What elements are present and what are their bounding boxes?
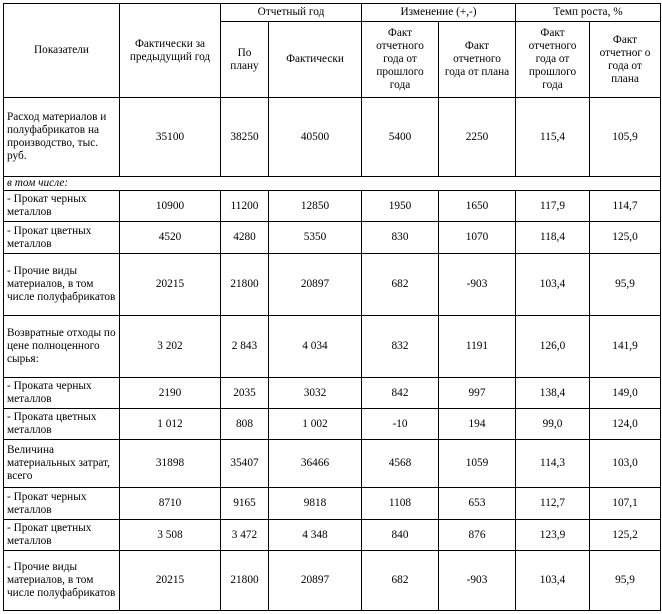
table-row (4, 488, 661, 520)
cell-growth-vs-prev: 115,4 (516, 98, 590, 177)
table-row (4, 191, 661, 222)
cell-growth-vs-plan: 125,0 (590, 222, 661, 254)
table-row (4, 254, 661, 316)
cell-growth-vs-prev: 99,0 (516, 409, 590, 440)
table-subheader-row (4, 177, 661, 191)
cell-growth-vs-prev: 103,4 (516, 254, 590, 316)
cell-plan: 2 843 (221, 316, 269, 378)
cell-plan: 21800 (221, 551, 269, 611)
cell-change-vs-plan: 1070 (439, 222, 516, 254)
header-growth-rate: Темп роста, % (516, 4, 661, 22)
cell-growth-vs-plan: 95,9 (590, 254, 661, 316)
cell-prev-year: 3 202 (120, 316, 221, 378)
header-actual: Фактически (269, 22, 362, 98)
material-costs-table (3, 3, 661, 611)
cell-change-vs-prev: 830 (362, 222, 439, 254)
cell-growth-vs-prev: 138,4 (516, 378, 590, 409)
cell-change-vs-prev: 4568 (362, 440, 439, 488)
cell-prev-year: 20215 (120, 254, 221, 316)
cell-plan: 2035 (221, 378, 269, 409)
cell-growth-vs-plan: 124,0 (590, 409, 661, 440)
cell-actual: 40500 (269, 98, 362, 177)
cell-actual: 20897 (269, 254, 362, 316)
cell-prev-year: 8710 (120, 488, 221, 520)
cell-plan: 808 (221, 409, 269, 440)
cell-actual: 5350 (269, 222, 362, 254)
cell-change-vs-prev: 832 (362, 316, 439, 378)
cell-change-vs-plan: 876 (439, 520, 516, 551)
cell-change-vs-plan: 1650 (439, 191, 516, 222)
row-label: Возвратные отходы по цене полноценного сырья: (4, 316, 120, 378)
table-row (4, 409, 661, 440)
cell-growth-vs-prev: 112,7 (516, 488, 590, 520)
row-label: - Прокат цветных металлов (4, 520, 120, 551)
header-change-vs-plan: Факт отчетного года от плана (439, 22, 516, 98)
cell-growth-vs-plan: 125,2 (590, 520, 661, 551)
cell-change-vs-prev: 1950 (362, 191, 439, 222)
cell-change-vs-prev: 682 (362, 551, 439, 611)
cell-change-vs-plan: 653 (439, 488, 516, 520)
cell-prev-year: 2190 (120, 378, 221, 409)
row-label: - Прокат черных металлов (4, 191, 120, 222)
row-label: - Прочие виды материалов, в том числе полуфабрикатов (4, 551, 120, 611)
cell-plan: 35407 (221, 440, 269, 488)
cell-growth-vs-prev: 123,9 (516, 520, 590, 551)
header-change: Изменение (+,-) (362, 4, 516, 22)
table-row (4, 440, 661, 488)
cell-actual: 4 348 (269, 520, 362, 551)
table-row (4, 316, 661, 378)
row-label: - Прочие виды материалов, в том числе полуфабрикатов (4, 254, 120, 316)
cell-change-vs-prev: 5400 (362, 98, 439, 177)
table-row (4, 378, 661, 409)
cell-prev-year: 31898 (120, 440, 221, 488)
table-row (4, 222, 661, 254)
cell-prev-year: 3 508 (120, 520, 221, 551)
cell-growth-vs-plan: 114,7 (590, 191, 661, 222)
cell-actual: 9818 (269, 488, 362, 520)
cell-actual: 12850 (269, 191, 362, 222)
cell-change-vs-plan: 2250 (439, 98, 516, 177)
cell-change-vs-prev: -10 (362, 409, 439, 440)
cell-prev-year: 10900 (120, 191, 221, 222)
cell-plan: 9165 (221, 488, 269, 520)
table-row (4, 98, 661, 177)
cell-growth-vs-plan: 107,1 (590, 488, 661, 520)
cell-change-vs-plan: 1059 (439, 440, 516, 488)
cell-growth-vs-prev: 114,3 (516, 440, 590, 488)
cell-plan: 4280 (221, 222, 269, 254)
cell-prev-year: 1 012 (120, 409, 221, 440)
cell-plan: 11200 (221, 191, 269, 222)
table-row (4, 551, 661, 611)
cell-actual: 1 002 (269, 409, 362, 440)
subheader-including: в том числе: (4, 177, 661, 191)
cell-growth-vs-prev: 118,4 (516, 222, 590, 254)
cell-plan: 21800 (221, 254, 269, 316)
cell-growth-vs-prev: 126,0 (516, 316, 590, 378)
cell-growth-vs-plan: 95,9 (590, 551, 661, 611)
cell-change-vs-plan: 194 (439, 409, 516, 440)
row-label: - Проката цветных металлов (4, 409, 120, 440)
header-change-vs-prev: Факт отчетного года от прошлого года (362, 22, 439, 98)
row-label: - Проката черных металлов (4, 378, 120, 409)
row-label: - Прокат цветных металлов (4, 222, 120, 254)
header-indicators: Показатели (4, 4, 120, 98)
cell-growth-vs-plan: 149,0 (590, 378, 661, 409)
cell-change-vs-plan: -903 (439, 254, 516, 316)
cell-growth-vs-plan: 103,0 (590, 440, 661, 488)
cell-actual: 36466 (269, 440, 362, 488)
cell-actual: 20897 (269, 551, 362, 611)
header-plan: По плану (221, 22, 269, 98)
header-prev-year: Фактически за предыдущий год (120, 4, 221, 98)
cell-growth-vs-prev: 117,9 (516, 191, 590, 222)
table-row (4, 520, 661, 551)
cell-change-vs-plan: 1191 (439, 316, 516, 378)
header-report-year: Отчетный год (221, 4, 362, 22)
cell-plan: 3 472 (221, 520, 269, 551)
cell-change-vs-prev: 682 (362, 254, 439, 316)
cell-actual: 3032 (269, 378, 362, 409)
cell-plan: 38250 (221, 98, 269, 177)
cell-actual: 4 034 (269, 316, 362, 378)
cell-prev-year: 20215 (120, 551, 221, 611)
cell-change-vs-prev: 842 (362, 378, 439, 409)
cell-growth-vs-prev: 103,4 (516, 551, 590, 611)
cell-prev-year: 4520 (120, 222, 221, 254)
header-growth-vs-prev: Факт отчетного года от прошлого года (516, 22, 590, 98)
cell-change-vs-prev: 840 (362, 520, 439, 551)
cell-change-vs-prev: 1108 (362, 488, 439, 520)
cell-prev-year: 35100 (120, 98, 221, 177)
row-label: Величина материальных затрат, всего (4, 440, 120, 488)
header-growth-vs-plan: Факт отчетног о года от плана (590, 22, 661, 98)
cell-change-vs-plan: 997 (439, 378, 516, 409)
row-label: - Прокат черных металлов (4, 488, 120, 520)
cell-growth-vs-plan: 141,9 (590, 316, 661, 378)
row-label: Расход материалов и полуфабрикатов на производство, тыс. руб. (4, 98, 120, 177)
cell-growth-vs-plan: 105,9 (590, 98, 661, 177)
cell-change-vs-plan: -903 (439, 551, 516, 611)
